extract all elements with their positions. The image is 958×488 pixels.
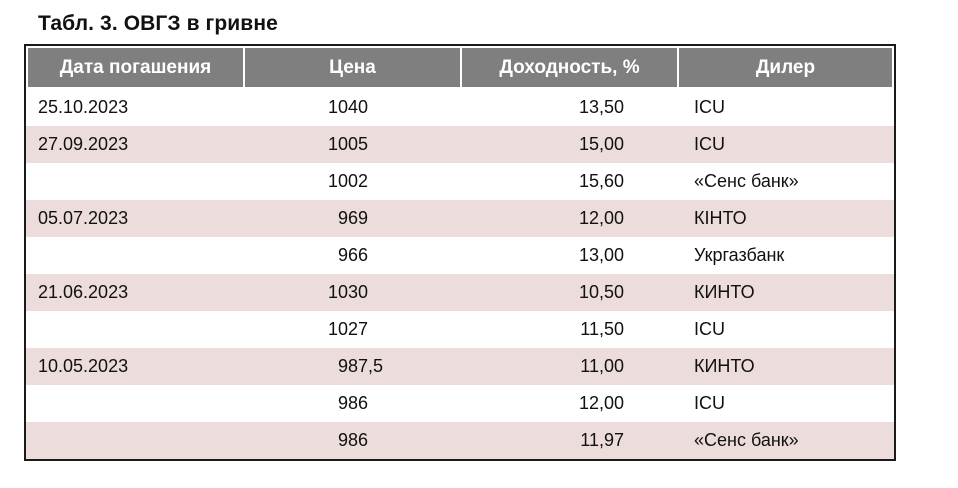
cell-price: 966 xyxy=(338,245,369,265)
cell-yield: 13,50 xyxy=(578,97,624,117)
bonds-table xyxy=(24,44,896,461)
cell-dealer: КИНТО xyxy=(694,356,755,376)
table-row xyxy=(26,274,894,311)
table-body xyxy=(26,89,894,459)
cell-dealer: ICU xyxy=(694,393,725,413)
cell-yield: 11,50 xyxy=(580,319,624,339)
cell-price: 1005 xyxy=(328,134,369,154)
table-row xyxy=(26,385,894,422)
cell-maturity-date: 10.05.2023 xyxy=(38,356,129,376)
cell-yield: 12,00 xyxy=(578,208,624,228)
cell-yield: 11,97 xyxy=(580,430,624,450)
cell-price: 987,5 xyxy=(338,356,384,376)
cell-dealer: ICU xyxy=(694,134,725,154)
cell-yield: 13,00 xyxy=(578,245,624,265)
cell-price: 1002 xyxy=(328,171,369,191)
cell-dealer: ICU xyxy=(694,319,725,339)
cell-dealer: «Сенс банк» xyxy=(694,430,799,450)
cell-dealer: ICU xyxy=(694,97,725,117)
table-row xyxy=(26,89,894,126)
cell-dealer: КИНТО xyxy=(694,282,755,302)
header-dealer: Дилер xyxy=(679,48,892,87)
table-row xyxy=(26,163,894,200)
table-row xyxy=(26,422,894,459)
cell-price: 1040 xyxy=(328,97,369,117)
cell-yield: 10,50 xyxy=(578,282,624,302)
cell-price: 1030 xyxy=(328,282,369,302)
header-maturity-date: Дата погашения xyxy=(28,48,243,87)
header-yield: Доходность, % xyxy=(462,48,677,87)
table-header-row xyxy=(26,46,894,89)
cell-maturity-date: 21.06.2023 xyxy=(38,282,129,302)
cell-price: 986 xyxy=(338,393,369,413)
table-row xyxy=(26,348,894,385)
table-row xyxy=(26,237,894,274)
cell-maturity-date: 25.10.2023 xyxy=(38,97,129,117)
cell-price: 969 xyxy=(338,208,369,228)
cell-yield: 11,00 xyxy=(580,356,624,376)
table-title: Табл. 3. ОВГЗ в гривне xyxy=(38,12,278,35)
table-row xyxy=(26,311,894,348)
table-row xyxy=(26,200,894,237)
cell-yield: 15,60 xyxy=(578,171,624,191)
cell-maturity-date: 27.09.2023 xyxy=(38,134,129,154)
cell-dealer: Укргазбанк xyxy=(694,245,785,265)
cell-price: 986 xyxy=(338,430,369,450)
header-price: Цена xyxy=(245,48,460,87)
cell-dealer: «Сенс банк» xyxy=(694,171,799,191)
cell-maturity-date: 05.07.2023 xyxy=(38,208,129,228)
cell-price: 1027 xyxy=(328,319,369,339)
cell-dealer: КІНТО xyxy=(694,208,747,228)
cell-yield: 15,00 xyxy=(578,134,624,154)
table-row xyxy=(26,126,894,163)
cell-yield: 12,00 xyxy=(578,393,624,413)
